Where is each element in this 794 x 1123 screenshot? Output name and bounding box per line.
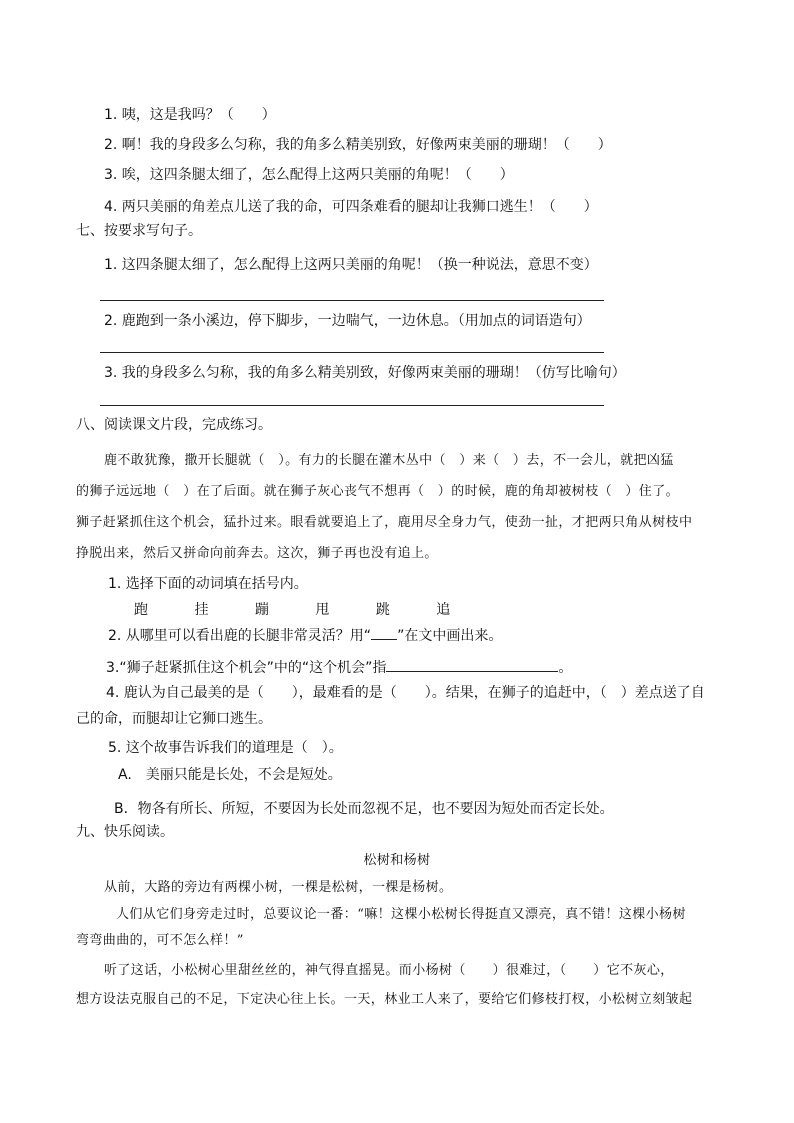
verb-option: 挂	[194, 602, 209, 618]
story-title: 松树和杨树	[363, 853, 431, 868]
verb-option: 跳	[375, 602, 390, 618]
sec9-passage-line-3: 弯弯曲曲的，可不怎么样！”	[76, 933, 244, 948]
sec6-item-1: 1. 咦，这是我吗？（ ）	[104, 107, 276, 123]
sec7-title: 七、按要求写句子。	[76, 223, 202, 239]
answer-line-2[interactable]	[100, 352, 604, 353]
sec8-q4-line-1: 4. 鹿认为自己最美的是（ ），最难看的是（ ）。结果，在狮子的追赶中，（ ）差点送了自	[106, 685, 705, 701]
sec6-item-2: 2. 啊！我的身段多么匀称，我的角多么精美别致，好像两束美丽的珊瑚！（ ）	[104, 137, 612, 153]
answer-line-3[interactable]	[100, 405, 604, 406]
verb-option: 甩	[315, 602, 330, 618]
sec8-q2-text-b: ”在文中画出来。	[397, 628, 503, 644]
sec8-q3-text-b: 。	[558, 660, 573, 676]
sec9-passage-line-2: 人们从它们身旁走过时，总要议论一番：“嘛！这棵小松树长得挺直又漂亮，真不错！这棵小杨树	[116, 907, 686, 922]
sec8-q2-text-a: 2. 从哪里可以看出鹿的长腿非常灵活？用“	[108, 628, 372, 644]
sec8-q5-option-b: B．物各有所长、所短，不要因为长处而忽视不足，也不要因为短处而否定长处。	[114, 801, 614, 817]
sec8-passage-line-4: 挣脱出来，然后又拼命向前奔去。这次，狮子再也没有追上。	[76, 546, 438, 561]
answer-blank[interactable]	[386, 659, 558, 672]
sec6-item-4: 4. 两只美丽的角差点儿送了我的命，可四条难看的腿却让我狮口逃生！（ ）	[104, 199, 598, 215]
sec9-title: 九、快乐阅读。	[76, 824, 174, 840]
sec8-q3	[106, 659, 572, 677]
sec7-item-1: 1. 这四条腿太细了，怎么配得上这两只美丽的角呢！（换一种说法，意思不变）	[104, 257, 598, 273]
answer-line-1[interactable]	[100, 300, 604, 301]
sec9-passage-line-5: 想方设法克服自己的不足，下定决心往上长。一天，林业工人来了，要给它们修枝打杈，小松树立刻皱起	[76, 992, 693, 1007]
verb-option: 跑	[134, 602, 148, 618]
sec9-passage-line-4: 听了这话，小松树心里甜丝丝的，神气得直摇晃。而小杨树（ ）很难过，（ ）它不灰心，	[104, 963, 674, 978]
sec7-item-2: 2. 鹿跑到一条小溪边，停下脚步，一边喘气，一边休息。（用加点的词语造句）	[104, 313, 591, 329]
verb-option: 蹦	[254, 602, 269, 618]
sec8-passage-line-3: 狮子赶紧抓住这个机会，猛扑过来。眼看就要追上了，鹿用尽全身力气，使劲一扯，才把两只角从树枝中	[76, 515, 693, 530]
sec9-passage-line-1: 从前，大路的旁边有两棵小树，一棵是松树，一棵是杨树。	[104, 880, 453, 895]
sec8-q5-option-a: A. 美丽只能是长处，不会是短处。	[118, 767, 342, 783]
sec8-q3-text-a: 3.“狮子赶紧抓住这个机会”中的“这个机会”指	[106, 660, 387, 676]
sec8-q5: 5. 这个故事告诉我们的道理是（ ）。	[108, 740, 343, 756]
sec8-title: 八、阅读课文片段，完成练习。	[76, 417, 272, 433]
sec7-item-3: 3. 我的身段多么匀称，我的角多么精美别致，好像两束美丽的珊瑚！（仿写比喻句）	[104, 365, 626, 381]
sec8-q4-line-2: 己的命，而腿却让它狮口逃生。	[76, 711, 272, 727]
sec8-q2	[108, 627, 502, 645]
verb-choices	[134, 601, 492, 619]
sec8-passage-line-2: 的狮子远远地（ ）在了后面。就在狮子灰心丧气不想再（ ）的时候，鹿的角却被树枝（ ）住了。	[76, 484, 680, 499]
sec6-item-3: 3. 唉，这四条腿太细了，怎么配得上这两只美丽的角呢！（ ）	[104, 167, 514, 183]
underline-mark	[371, 627, 397, 640]
verb-option: 追	[436, 602, 451, 618]
sec8-passage-line-1: 鹿不敢犹豫，撒开长腿就（ ）。有力的长腿在灌木丛中（ ）来（ ）去，不一会儿，就把凶猛	[104, 453, 674, 468]
sec8-q1: 1. 选择下面的动词填在括号内。	[108, 576, 308, 592]
